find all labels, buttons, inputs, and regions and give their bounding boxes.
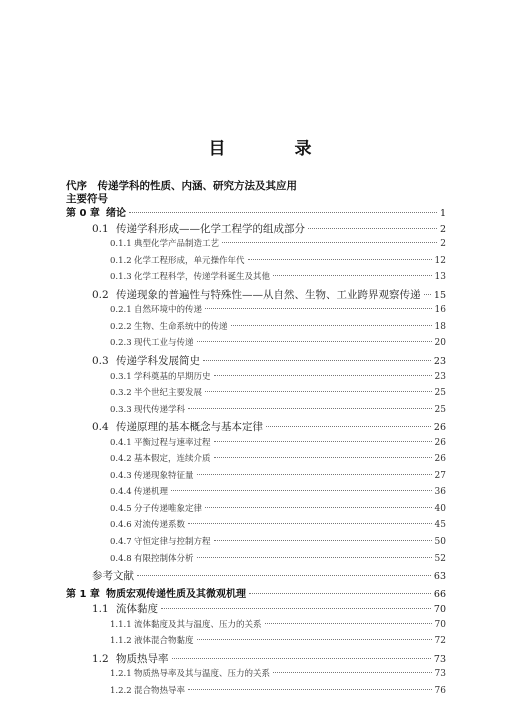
- toc-number: 0.4.8: [110, 553, 132, 564]
- toc-page-number: 25: [434, 404, 446, 415]
- page-title: 目 录: [208, 139, 338, 159]
- toc-page-number: 70: [434, 619, 446, 630]
- toc-chapter: [66, 585, 446, 600]
- dot-leader: [308, 228, 437, 229]
- toc-title: 物质热导率及其与温度、压力的关系: [134, 669, 271, 680]
- dot-leader: [205, 391, 432, 392]
- toc-title: 生物、生命系统中的传递: [134, 321, 228, 332]
- toc-page-number: 63: [433, 571, 446, 583]
- toc-title: 有限控制体分析: [134, 553, 194, 564]
- toc-title: 半个世纪主要发展: [134, 388, 203, 399]
- toc-page-number: 50: [434, 537, 446, 547]
- toc-page-number: 40: [434, 503, 446, 514]
- dot-leader: [214, 457, 432, 458]
- toc-number: 0.4.5: [110, 503, 132, 514]
- toc-page-number: 73: [434, 669, 446, 680]
- toc-page-number: 13: [434, 272, 446, 283]
- toc-title: 液体混合物黏度: [134, 636, 194, 647]
- toc-number: 0.4.7: [110, 537, 132, 547]
- dot-leader: [188, 523, 432, 524]
- toc-page-number: 12: [434, 255, 446, 266]
- toc-page-number: 76: [434, 685, 446, 696]
- toc-page-number: 45: [434, 520, 446, 531]
- toc-number: 1.2.2: [110, 685, 132, 696]
- toc-title: 物质宏观传递性质及其微观机理: [106, 588, 246, 600]
- toc-subsection: [110, 254, 446, 266]
- toc-subsection: [110, 370, 446, 382]
- dot-leader: [188, 689, 432, 690]
- toc-page-number: 23: [433, 355, 446, 367]
- dot-leader: [205, 507, 432, 508]
- toc-page-number: 70: [433, 604, 446, 616]
- toc-subsection: [110, 618, 446, 630]
- dot-leader: [249, 593, 431, 594]
- toc-page-number: 66: [433, 588, 446, 600]
- toc-title: 传递学科发展简史: [116, 354, 200, 367]
- dot-leader: [137, 575, 431, 576]
- toc-subsection: [110, 469, 446, 481]
- toc-page-number: 73: [433, 653, 446, 665]
- toc-page-number: 25: [434, 388, 446, 399]
- dot-leader: [231, 325, 432, 326]
- toc-section: [92, 287, 446, 302]
- toc-title: 分子传递唯象定律: [134, 503, 203, 514]
- preface-entry: 代序 传递学科的性质、内涵、研究方法及其应用: [66, 180, 297, 192]
- dot-leader: [248, 259, 432, 260]
- toc-subsection: [110, 452, 446, 464]
- toc-number: 0.4.3: [110, 470, 132, 481]
- toc-number: 0.4.2: [110, 454, 132, 465]
- toc-title: 传递学科形成——化学工程学的组成部分: [116, 222, 305, 235]
- toc-subsection: [110, 403, 446, 415]
- toc-number: 第 0 章: [66, 208, 100, 219]
- toc-subsection: [110, 270, 446, 282]
- toc-number: 0.3.1: [110, 371, 132, 382]
- toc-number: 1.1.1: [110, 619, 132, 630]
- toc-page-number: 26: [434, 454, 446, 465]
- toc-number: 0.2.2: [110, 321, 132, 332]
- toc-title: 守恒定律与控制方程: [134, 537, 211, 547]
- dot-leader: [161, 608, 431, 609]
- dot-leader: [205, 308, 432, 309]
- toc-section: [92, 601, 446, 616]
- toc-number: 第 1 章: [66, 588, 100, 600]
- toc-subsection: [110, 436, 446, 448]
- dot-leader: [222, 242, 437, 243]
- toc-number: 1.2: [92, 652, 109, 665]
- toc-number: 1.1.2: [110, 636, 132, 647]
- toc-title: 传递现象特征量: [134, 470, 194, 481]
- toc-title: 平衡过程与速率过程: [134, 437, 211, 448]
- toc-title: 绪论: [106, 208, 126, 219]
- dot-leader: [197, 341, 432, 342]
- toc-subsection: [110, 552, 446, 564]
- toc-page-number: 15: [433, 289, 446, 301]
- toc-title: 混合物热导率: [134, 685, 186, 696]
- toc-title: 现代传递学科: [134, 404, 186, 415]
- toc-page-number: 72: [434, 636, 446, 647]
- toc-number: 0.1.2: [110, 255, 132, 266]
- toc-title: 传递原理的基本概念与基本定律: [116, 421, 263, 434]
- toc-chapter: [66, 204, 446, 219]
- toc-page-number: 36: [434, 487, 446, 498]
- toc-section: [92, 221, 446, 236]
- dot-leader: [266, 426, 431, 427]
- dot-leader: [188, 408, 432, 409]
- toc-title: 化学工程形成，单元操作年代: [134, 255, 245, 266]
- toc-title: 流体黏度: [116, 603, 158, 616]
- dot-leader: [197, 557, 432, 558]
- dot-leader: [273, 275, 432, 276]
- toc-number: 1.1: [92, 603, 109, 616]
- toc-subsection: [110, 634, 446, 646]
- toc-title: 传递现象的普遍性与特殊性——从自然、生物、工业跨界观察传递: [116, 288, 421, 301]
- dot-leader: [197, 639, 432, 640]
- dot-leader: [214, 540, 432, 541]
- toc-title: 自然环境中的传递: [134, 305, 203, 316]
- toc-page-number: 23: [434, 371, 446, 382]
- toc-subsection: [110, 320, 446, 332]
- dot-leader: [171, 490, 432, 491]
- toc-title: 物质热导率: [116, 652, 169, 665]
- toc-title: 学科奠基的早期历史: [134, 371, 211, 382]
- toc-number: 0.3: [92, 354, 109, 367]
- toc-title: 流体黏度及其与温度、压力的关系: [134, 619, 262, 630]
- toc-title: 典型化学产品制造工艺: [134, 239, 220, 250]
- toc-subsection: [110, 485, 446, 497]
- toc-title: 参考文献: [92, 570, 134, 583]
- toc-subsection: [110, 336, 446, 348]
- toc-subsection: [110, 518, 446, 530]
- toc-page-number: 2: [439, 223, 446, 235]
- toc-subsection: [110, 684, 446, 696]
- toc-page-number: 16: [434, 305, 446, 316]
- toc-subsection: [110, 535, 446, 547]
- toc-number: 0.1.1: [110, 239, 132, 250]
- toc-subsection: [110, 303, 446, 315]
- dot-leader: [129, 212, 437, 213]
- dot-leader: [214, 441, 432, 442]
- toc-number: 0.4.4: [110, 487, 132, 498]
- dot-leader: [203, 360, 431, 361]
- dot-leader: [424, 294, 431, 295]
- toc-number: 0.3.2: [110, 388, 132, 399]
- dot-leader: [197, 474, 432, 475]
- toc-page-number: 26: [433, 422, 446, 434]
- toc-subsection: [110, 502, 446, 514]
- toc-section: [92, 353, 446, 368]
- toc-number: 0.2.3: [110, 338, 132, 349]
- toc-section: [92, 419, 446, 434]
- toc-title: 对流传递系数: [134, 520, 186, 531]
- toc-page-number: 52: [434, 553, 446, 564]
- toc-number: 0.2.1: [110, 305, 132, 316]
- dot-leader: [273, 672, 432, 673]
- toc-page-number: 20: [434, 338, 446, 349]
- toc-page-number: 1: [439, 208, 446, 219]
- toc-subsection: [110, 237, 446, 249]
- toc-page-number: 18: [434, 321, 446, 332]
- toc-page-number: 27: [434, 470, 446, 481]
- toc-title: 化学工程科学，传递学科诞生及其他: [134, 272, 271, 283]
- dot-leader: [265, 623, 432, 624]
- toc-title: 现代工业与传递: [134, 338, 194, 349]
- toc-number: 0.3.3: [110, 404, 132, 415]
- toc-number: 0.4: [92, 421, 109, 434]
- toc-number: 0.1.3: [110, 272, 132, 283]
- toc-page-number: 26: [434, 437, 446, 448]
- toc-page-number: 2: [440, 239, 446, 250]
- symbols-entry: 主要符号: [66, 193, 108, 205]
- toc-subsection: [110, 667, 446, 679]
- toc-number: 1.2.1: [110, 669, 132, 680]
- toc-section: [92, 651, 446, 666]
- dot-leader: [214, 375, 432, 376]
- toc-subsection: [110, 386, 446, 398]
- toc-number: 0.4.1: [110, 437, 132, 448]
- toc-number: 0.1: [92, 222, 109, 235]
- toc-number: 0.4.6: [110, 520, 132, 531]
- toc-section: [92, 568, 446, 583]
- toc-number: 0.2: [92, 288, 109, 301]
- toc-title: 传递机理: [134, 487, 169, 498]
- toc-title: 基本假定，连续介质: [134, 454, 211, 465]
- dot-leader: [172, 658, 431, 659]
